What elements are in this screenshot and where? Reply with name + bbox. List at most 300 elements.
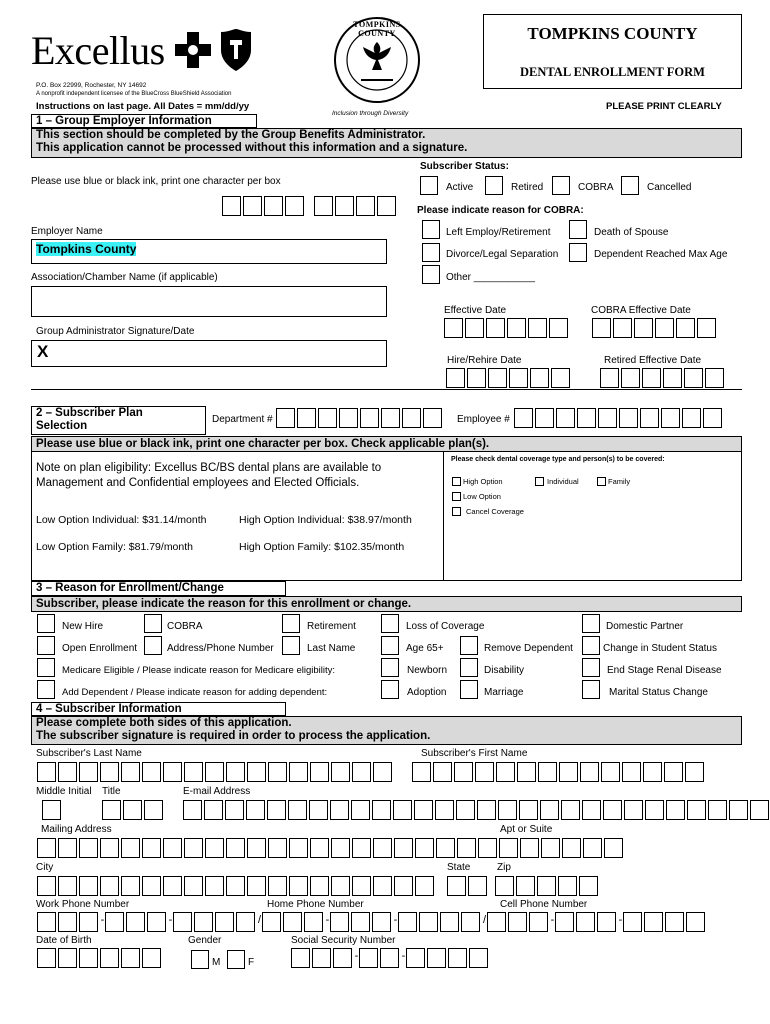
- char-box[interactable]: [541, 838, 560, 858]
- dash-separator: -: [550, 914, 555, 926]
- char-box[interactable]: [516, 876, 535, 896]
- char-box[interactable]: [558, 876, 577, 896]
- coverage-prompt: Please check dental coverage type and person(s) to be covered:: [451, 456, 665, 463]
- char-box[interactable]: [126, 912, 145, 932]
- cobra-max-age-checkbox[interactable]: [569, 243, 587, 262]
- char-box[interactable]: [123, 800, 142, 820]
- char-box[interactable]: [562, 838, 581, 858]
- retired-effective-boxes[interactable]: [600, 368, 726, 388]
- char-box[interactable]: [576, 912, 595, 932]
- char-box[interactable]: [247, 762, 266, 782]
- middle-initial-box[interactable]: [42, 800, 63, 820]
- char-box[interactable]: [285, 196, 304, 216]
- char-box[interactable]: [469, 948, 488, 968]
- zip-label: Zip: [497, 862, 511, 873]
- char-box[interactable]: [100, 948, 119, 968]
- individual-checkbox[interactable]: [535, 477, 544, 486]
- cobra-left-employ-checkbox[interactable]: [422, 220, 440, 239]
- char-box[interactable]: [247, 876, 266, 896]
- char-box[interactable]: [597, 912, 616, 932]
- reason-new-hire-checkbox[interactable]: [37, 614, 55, 633]
- employer-label: Employer Name: [31, 226, 103, 237]
- char-box[interactable]: [288, 800, 307, 820]
- char-box[interactable]: [446, 368, 465, 388]
- char-box[interactable]: [687, 800, 706, 820]
- char-box[interactable]: [184, 838, 203, 858]
- char-box[interactable]: [289, 876, 308, 896]
- char-box[interactable]: [686, 912, 705, 932]
- char-box[interactable]: [352, 876, 371, 896]
- char-box[interactable]: [142, 762, 161, 782]
- char-box[interactable]: [184, 762, 203, 782]
- char-box[interactable]: [356, 196, 375, 216]
- char-box[interactable]: [291, 948, 310, 968]
- char-box[interactable]: [360, 408, 379, 428]
- char-box[interactable]: [333, 948, 352, 968]
- char-box[interactable]: [487, 912, 506, 932]
- char-box[interactable]: [79, 762, 98, 782]
- char-box[interactable]: [163, 838, 182, 858]
- char-box[interactable]: [100, 838, 119, 858]
- char-box[interactable]: [58, 948, 77, 968]
- char-box[interactable]: [540, 800, 559, 820]
- print-clearly: PLEASE PRINT CLEARLY: [606, 101, 722, 112]
- employer-field[interactable]: [31, 239, 387, 264]
- char-box[interactable]: [601, 762, 620, 782]
- char-box[interactable]: [664, 762, 683, 782]
- ink-note: Please use blue or black ink, print one character per box: [31, 176, 281, 187]
- gender-m-checkbox[interactable]: [191, 950, 209, 969]
- state-boxes[interactable]: [447, 876, 489, 896]
- char-box[interactable]: [289, 838, 308, 858]
- char-box[interactable]: [665, 912, 684, 932]
- char-box[interactable]: [330, 800, 349, 820]
- low-option-checkbox[interactable]: [452, 492, 461, 501]
- cancel-coverage-checkbox[interactable]: [452, 507, 461, 516]
- char-box[interactable]: [475, 762, 494, 782]
- char-box[interactable]: [419, 912, 438, 932]
- reason-last-name-checkbox[interactable]: [282, 636, 300, 655]
- char-box[interactable]: [682, 408, 701, 428]
- char-box[interactable]: [592, 318, 611, 338]
- county-title: TOMPKINS COUNTY: [527, 24, 698, 43]
- char-box[interactable]: [415, 838, 434, 858]
- char-box[interactable]: [640, 408, 659, 428]
- char-box[interactable]: [163, 876, 182, 896]
- char-box[interactable]: [496, 762, 515, 782]
- char-box[interactable]: [283, 912, 302, 932]
- char-box[interactable]: [37, 912, 56, 932]
- char-box[interactable]: [58, 912, 77, 932]
- section1-title: 1 – Group Employer Information: [31, 114, 257, 128]
- char-box[interactable]: [121, 876, 140, 896]
- char-box[interactable]: [486, 318, 505, 338]
- char-box[interactable]: [645, 800, 664, 820]
- char-box[interactable]: [268, 876, 287, 896]
- char-box[interactable]: [268, 838, 287, 858]
- reason-open-enrollment-checkbox[interactable]: [37, 636, 55, 655]
- char-box[interactable]: [415, 876, 434, 896]
- char-box[interactable]: [509, 368, 528, 388]
- char-box[interactable]: [226, 876, 245, 896]
- family-label: Family: [608, 477, 631, 486]
- reason-disability-label: Disability: [484, 665, 525, 676]
- char-box[interactable]: [105, 912, 124, 932]
- signature-field[interactable]: [31, 340, 387, 367]
- char-box[interactable]: [352, 762, 371, 782]
- char-box[interactable]: [264, 196, 283, 216]
- char-box[interactable]: [310, 876, 329, 896]
- high-option-checkbox[interactable]: [452, 477, 461, 486]
- ssn-boxes[interactable]: [291, 948, 490, 968]
- char-box[interactable]: [205, 838, 224, 858]
- char-box[interactable]: [644, 912, 663, 932]
- char-box[interactable]: [579, 876, 598, 896]
- char-box[interactable]: [194, 912, 213, 932]
- reason-add-dependent-checkbox[interactable]: [37, 680, 55, 699]
- reason-age-65-checkbox[interactable]: [381, 636, 399, 655]
- reason-domestic-partner-checkbox[interactable]: [582, 614, 600, 633]
- char-box[interactable]: [304, 912, 323, 932]
- last-name-boxes[interactable]: [37, 762, 394, 782]
- char-box[interactable]: [520, 838, 539, 858]
- char-box[interactable]: [121, 948, 140, 968]
- section4-bar: [31, 716, 742, 745]
- char-box[interactable]: [289, 762, 308, 782]
- char-box[interactable]: [310, 838, 329, 858]
- char-box[interactable]: [268, 762, 287, 782]
- char-box[interactable]: [622, 762, 641, 782]
- char-box[interactable]: [215, 912, 234, 932]
- char-box[interactable]: [477, 800, 496, 820]
- char-box[interactable]: [529, 912, 548, 932]
- char-box[interactable]: [507, 318, 526, 338]
- char-box[interactable]: [555, 912, 574, 932]
- char-box[interactable]: [538, 762, 557, 782]
- char-box[interactable]: [398, 912, 417, 932]
- plan-divider: [443, 452, 444, 581]
- char-box[interactable]: [676, 318, 695, 338]
- char-box[interactable]: [142, 948, 161, 968]
- char-box[interactable]: [352, 838, 371, 858]
- effective-date-boxes[interactable]: [444, 318, 570, 338]
- char-box[interactable]: [37, 948, 56, 968]
- char-box[interactable]: [495, 876, 514, 896]
- char-box[interactable]: [598, 408, 617, 428]
- char-box[interactable]: [663, 368, 682, 388]
- cobra-divorce-checkbox[interactable]: [422, 243, 440, 262]
- char-box[interactable]: [457, 838, 476, 858]
- signature-mark: X: [37, 342, 49, 361]
- char-box[interactable]: [243, 196, 262, 216]
- family-checkbox[interactable]: [597, 477, 606, 486]
- char-box[interactable]: [173, 912, 192, 932]
- dash-separator: -: [354, 950, 359, 962]
- char-box[interactable]: [372, 800, 391, 820]
- char-box[interactable]: [236, 912, 255, 932]
- char-box[interactable]: [685, 762, 704, 782]
- status-retired-label: Retired: [511, 182, 544, 193]
- char-box[interactable]: [163, 762, 182, 782]
- reason-student-status-checkbox[interactable]: [582, 636, 600, 655]
- char-box[interactable]: [556, 408, 575, 428]
- char-box[interactable]: [412, 762, 431, 782]
- char-box[interactable]: [708, 800, 727, 820]
- reason-adoption-checkbox[interactable]: [381, 680, 399, 699]
- reason-add-dependent-label: Add Dependent / Please indicate reason for adding dependent:: [62, 687, 328, 698]
- char-box[interactable]: [381, 408, 400, 428]
- char-box[interactable]: [373, 762, 392, 782]
- char-box[interactable]: [79, 876, 98, 896]
- phone-boxes[interactable]: [37, 912, 707, 932]
- department-boxes[interactable]: [276, 408, 444, 428]
- gender-f-checkbox[interactable]: [227, 950, 245, 969]
- char-box[interactable]: [488, 368, 507, 388]
- county-seal: [333, 16, 421, 104]
- char-box[interactable]: [394, 838, 413, 858]
- char-box[interactable]: [499, 838, 518, 858]
- char-box[interactable]: [517, 762, 536, 782]
- char-box[interactable]: [394, 876, 413, 896]
- char-box[interactable]: [661, 408, 680, 428]
- char-box[interactable]: [37, 876, 56, 896]
- char-box[interactable]: [247, 838, 266, 858]
- char-box[interactable]: [684, 368, 703, 388]
- group-number-boxes[interactable]: [222, 196, 398, 216]
- reason-newborn-checkbox[interactable]: [381, 658, 399, 677]
- subscriber-status-label: Subscriber Status:: [420, 161, 509, 172]
- char-box[interactable]: [440, 912, 459, 932]
- status-retired-checkbox[interactable]: [485, 176, 503, 195]
- char-box[interactable]: [380, 948, 399, 968]
- char-box[interactable]: [147, 912, 166, 932]
- char-box[interactable]: [705, 368, 724, 388]
- char-box[interactable]: [205, 876, 224, 896]
- char-box[interactable]: [184, 876, 203, 896]
- title-boxes[interactable]: [102, 800, 165, 820]
- char-box[interactable]: [537, 876, 556, 896]
- char-box[interactable]: [373, 838, 392, 858]
- char-box[interactable]: [454, 762, 473, 782]
- status-active-checkbox[interactable]: [420, 176, 438, 195]
- char-box[interactable]: [580, 762, 599, 782]
- char-box[interactable]: [205, 762, 224, 782]
- char-box[interactable]: [703, 408, 722, 428]
- reason-loss-coverage-checkbox[interactable]: [381, 614, 399, 633]
- char-box[interactable]: [436, 838, 455, 858]
- char-box[interactable]: [624, 800, 643, 820]
- char-box[interactable]: [600, 368, 619, 388]
- char-box[interactable]: [750, 800, 769, 820]
- char-box[interactable]: [142, 876, 161, 896]
- employer-value: Tompkins County: [36, 242, 137, 256]
- reason-address-phone-checkbox[interactable]: [144, 636, 162, 655]
- char-box[interactable]: [335, 196, 354, 216]
- char-box[interactable]: [42, 800, 61, 820]
- city-boxes[interactable]: [37, 876, 436, 896]
- reason-retirement-checkbox[interactable]: [282, 614, 300, 633]
- association-field[interactable]: [31, 286, 387, 317]
- char-box[interactable]: [330, 912, 349, 932]
- char-box[interactable]: [79, 912, 98, 932]
- reason-renal-disease-checkbox[interactable]: [582, 658, 600, 677]
- char-box[interactable]: [144, 800, 163, 820]
- char-box[interactable]: [100, 876, 119, 896]
- char-box[interactable]: [514, 408, 533, 428]
- char-box[interactable]: [666, 800, 685, 820]
- char-box[interactable]: [603, 800, 622, 820]
- char-box[interactable]: [461, 912, 480, 932]
- char-box[interactable]: [530, 368, 549, 388]
- char-box[interactable]: [456, 800, 475, 820]
- char-box[interactable]: [331, 762, 350, 782]
- char-box[interactable]: [121, 762, 140, 782]
- char-box[interactable]: [642, 368, 661, 388]
- char-box[interactable]: [729, 800, 748, 820]
- char-box[interactable]: [444, 318, 463, 338]
- char-box[interactable]: [528, 318, 547, 338]
- char-box[interactable]: [634, 318, 653, 338]
- char-box[interactable]: [498, 800, 517, 820]
- cobra-reason-label: Please indicate reason for COBRA:: [417, 205, 584, 216]
- char-box[interactable]: [393, 800, 412, 820]
- char-box[interactable]: [339, 408, 358, 428]
- mailing-label: Mailing Address: [41, 824, 112, 835]
- reason-disability-checkbox[interactable]: [460, 658, 478, 677]
- char-box[interactable]: [643, 762, 662, 782]
- char-box[interactable]: [577, 408, 596, 428]
- status-cancelled-checkbox[interactable]: [621, 176, 639, 195]
- status-cobra-checkbox[interactable]: [552, 176, 570, 195]
- email-boxes[interactable]: [183, 800, 770, 820]
- char-box[interactable]: [331, 876, 350, 896]
- char-box[interactable]: [310, 762, 329, 782]
- char-box[interactable]: [37, 838, 56, 858]
- hire-date-boxes[interactable]: [446, 368, 572, 388]
- char-box[interactable]: [623, 912, 642, 932]
- char-box[interactable]: [423, 408, 442, 428]
- char-box[interactable]: [697, 318, 716, 338]
- char-box[interactable]: [331, 838, 350, 858]
- char-box[interactable]: [621, 368, 640, 388]
- char-box[interactable]: [121, 838, 140, 858]
- city-label: City: [36, 862, 54, 873]
- char-box[interactable]: [447, 876, 466, 896]
- char-box[interactable]: [448, 948, 467, 968]
- zip-boxes[interactable]: [495, 876, 600, 896]
- char-box[interactable]: [79, 838, 98, 858]
- char-box[interactable]: [373, 876, 392, 896]
- section1-bar: [31, 128, 742, 158]
- char-box[interactable]: [58, 762, 77, 782]
- char-box[interactable]: [318, 408, 337, 428]
- char-box[interactable]: [351, 912, 370, 932]
- char-box[interactable]: [478, 838, 497, 858]
- cobra-other-checkbox[interactable]: [422, 265, 440, 284]
- char-box[interactable]: [246, 800, 265, 820]
- signature-label: Group Administrator Signature/Date: [36, 326, 195, 337]
- char-box[interactable]: [427, 948, 446, 968]
- char-box[interactable]: [655, 318, 674, 338]
- cobra-effective-boxes[interactable]: [592, 318, 718, 338]
- section2-bar: Please use blue or black ink, print one character per box. Check applicable plan(s).: [31, 436, 742, 452]
- char-box[interactable]: [309, 800, 328, 820]
- char-box[interactable]: [297, 408, 316, 428]
- char-box[interactable]: [79, 948, 98, 968]
- employee-boxes[interactable]: [514, 408, 724, 428]
- char-box[interactable]: [582, 800, 601, 820]
- reason-marital-status-checkbox[interactable]: [582, 680, 600, 699]
- char-box[interactable]: [535, 408, 554, 428]
- char-box[interactable]: [312, 948, 331, 968]
- char-box[interactable]: [613, 318, 632, 338]
- char-box[interactable]: [549, 318, 568, 338]
- reason-marriage-checkbox[interactable]: [460, 680, 478, 699]
- char-box[interactable]: [226, 838, 245, 858]
- char-box[interactable]: [37, 762, 56, 782]
- char-box[interactable]: [262, 912, 281, 932]
- reason-cobra-checkbox[interactable]: [144, 614, 162, 633]
- cobra-death-spouse-checkbox[interactable]: [569, 220, 587, 239]
- char-box[interactable]: [467, 368, 486, 388]
- reason-open-enrollment-label: Open Enrollment: [62, 643, 138, 654]
- char-box[interactable]: [359, 948, 378, 968]
- char-box[interactable]: [551, 368, 570, 388]
- char-box[interactable]: [465, 318, 484, 338]
- char-box[interactable]: [433, 762, 452, 782]
- char-box[interactable]: [402, 408, 421, 428]
- reason-medicare-checkbox[interactable]: [37, 658, 55, 677]
- char-box[interactable]: [468, 876, 487, 896]
- char-box[interactable]: [142, 838, 161, 858]
- char-box[interactable]: [58, 838, 77, 858]
- char-box[interactable]: [102, 800, 121, 820]
- mailing-boxes[interactable]: [37, 838, 625, 858]
- association-label: Association/Chamber Name (if applicable): [31, 272, 218, 283]
- char-box[interactable]: [314, 196, 333, 216]
- char-box[interactable]: [435, 800, 454, 820]
- char-box[interactable]: [267, 800, 286, 820]
- status-cancelled-label: Cancelled: [647, 182, 692, 193]
- char-box[interactable]: [508, 912, 527, 932]
- char-box[interactable]: [222, 196, 241, 216]
- char-box[interactable]: [183, 800, 202, 820]
- reason-remove-dependent-checkbox[interactable]: [460, 636, 478, 655]
- reason-medicare-label: Medicare Eligible / Please indicate reason for Medicare eligibility:: [62, 665, 335, 676]
- char-box[interactable]: [559, 762, 578, 782]
- char-box[interactable]: [226, 762, 245, 782]
- char-box[interactable]: [604, 838, 623, 858]
- char-box[interactable]: [561, 800, 580, 820]
- dash-separator: -: [168, 914, 173, 926]
- char-box[interactable]: [377, 196, 396, 216]
- char-box[interactable]: [583, 838, 602, 858]
- char-box[interactable]: [519, 800, 538, 820]
- char-box[interactable]: [58, 876, 77, 896]
- dob-boxes[interactable]: [37, 948, 163, 968]
- char-box[interactable]: [204, 800, 223, 820]
- char-box[interactable]: [225, 800, 244, 820]
- char-box[interactable]: [414, 800, 433, 820]
- char-box[interactable]: [351, 800, 370, 820]
- char-box[interactable]: [276, 408, 295, 428]
- char-box[interactable]: [372, 912, 391, 932]
- char-box[interactable]: [100, 762, 119, 782]
- char-box[interactable]: [406, 948, 425, 968]
- first-name-boxes[interactable]: [412, 762, 706, 782]
- state-label: State: [447, 862, 471, 873]
- char-box[interactable]: [619, 408, 638, 428]
